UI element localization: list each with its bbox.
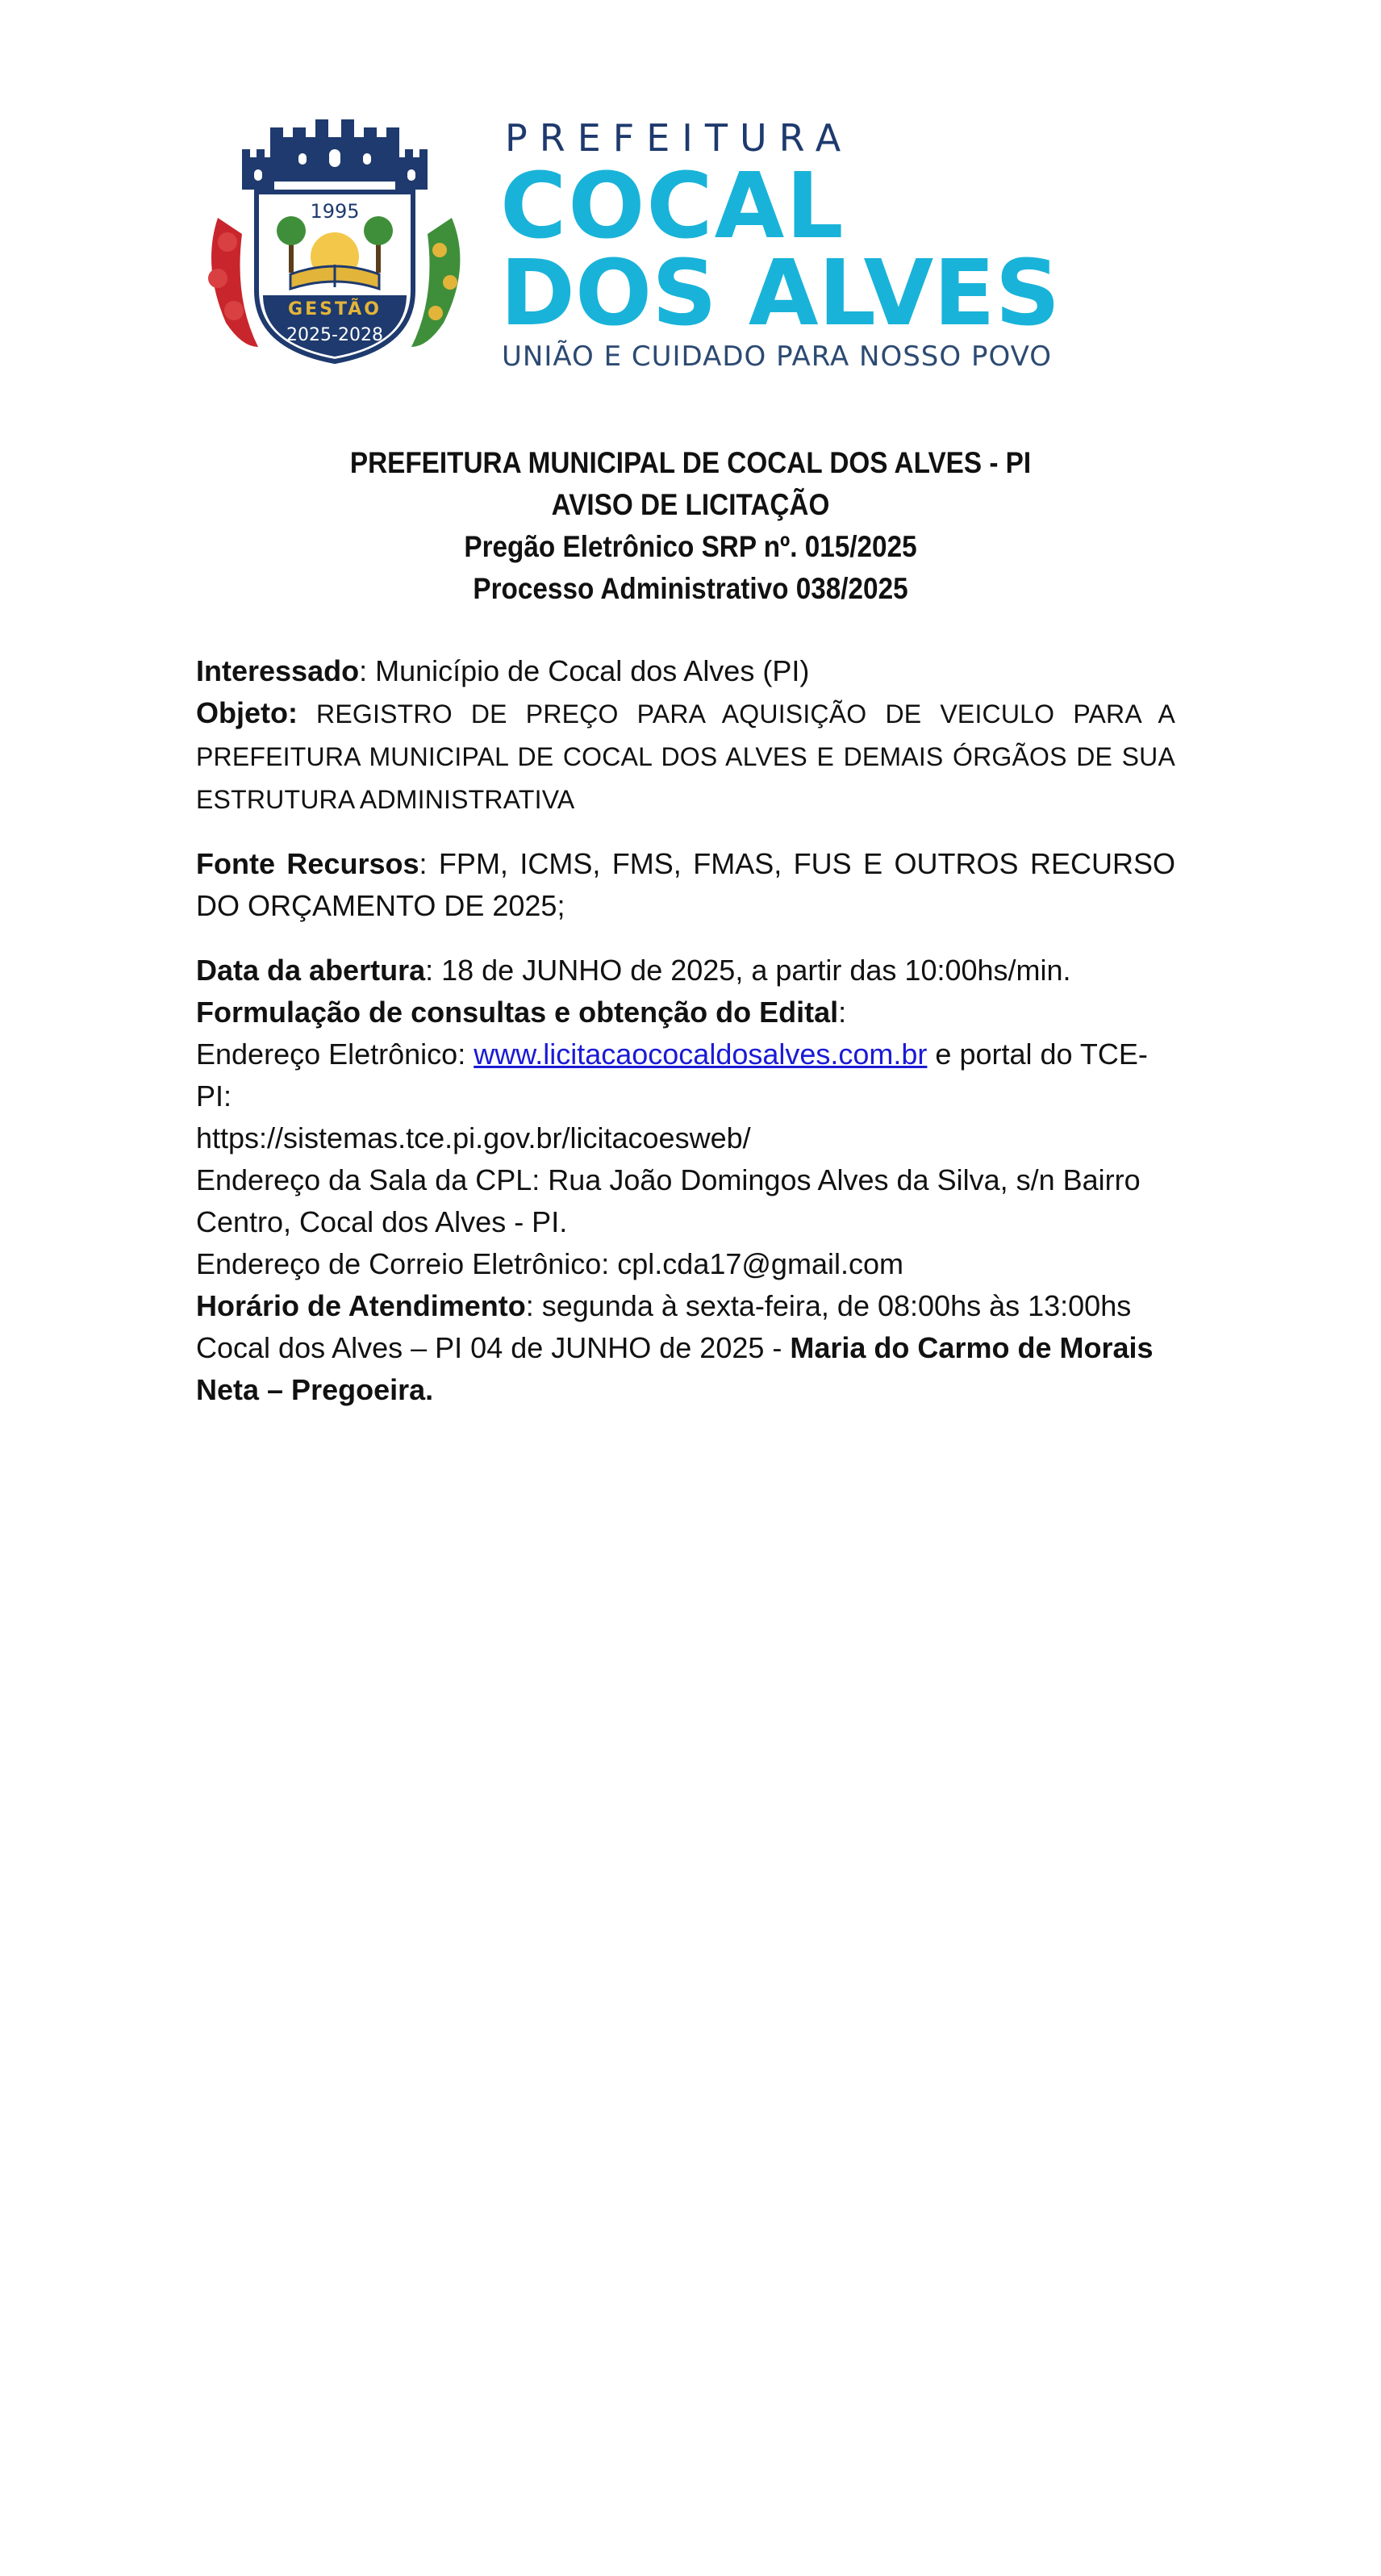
- endereco-eletronico-paragraph: [196, 1033, 1175, 1117]
- objeto-value: REGISTRO DE PREÇO PARA AQUISIÇÃO DE VEICULO PARA A PREFEITURA MUNICIPAL DE COCAL DOS ALVES E DEMAIS ÓRGÃOS DE SUA ESTRUTURA ADMINISTRATIVA: [196, 699, 1175, 814]
- sala-cpl-paragraph: [196, 1159, 1175, 1243]
- data-abertura-paragraph: [196, 950, 1175, 992]
- title-prefeitura: PREFEITURA MUNICIPAL DE COCAL DOS ALVES - PI: [349, 446, 1032, 479]
- endereco-eletronico-suffix: e portal do TCE-PI:: [196, 1037, 1148, 1113]
- horario-label: Horário de Atendimento: [196, 1289, 526, 1322]
- horario-paragraph: [196, 1285, 1175, 1327]
- sala-cpl-address: Endereço da Sala da CPL: Rua João Domingos Alves da Silva, s/n Bairro Centro, Cocal dos Alves - PI.: [196, 1163, 1141, 1238]
- endereco-eletronico-label: Endereço Eletrônico:: [196, 1037, 474, 1071]
- assinatura-paragraph: [196, 1327, 1175, 1411]
- formulacao-label: Formulação de consultas e obtenção do Edital: [196, 996, 839, 1029]
- brand-city-line1: COCAL: [500, 154, 845, 259]
- crest-year: 1995: [310, 200, 360, 223]
- objeto-label: Objeto:: [196, 696, 298, 729]
- brand-city-line2: DOS ALVES: [500, 241, 1061, 346]
- title-pregao: Pregão Eletrônico SRP nº. 015/2025: [464, 530, 917, 563]
- interessado-paragraph: [196, 650, 1175, 692]
- tce-url-paragraph: [196, 1117, 1175, 1159]
- crest-emblem-icon: [194, 105, 476, 379]
- title-aviso: AVISO DE LICITAÇÃO: [551, 488, 830, 521]
- interessado-value: : Município de Cocal dos Alves (PI): [359, 654, 810, 687]
- crest-ribbon: GESTÃO: [288, 299, 382, 319]
- correio-eletronico: Endereço de Correio Eletrônico: cpl.cda17@gmail.com: [196, 1247, 903, 1280]
- brand-prefeitura: PREFEITURA: [505, 116, 853, 160]
- interessado-label: Interessado: [196, 654, 360, 687]
- data-abertura-value: : 18 de JUNHO de 2025, a partir das 10:00hs/min.: [425, 954, 1071, 987]
- assinatura-name: Maria do Carmo de Morais Neta – Pregoeira.: [196, 1331, 1154, 1406]
- crest-term: 2025-2028: [286, 325, 383, 345]
- data-abertura-label: Data da abertura: [196, 954, 426, 987]
- correio-paragraph: [196, 1243, 1175, 1285]
- formulacao-paragraph: [196, 992, 1175, 1033]
- fonte-value: : FPM, ICMS, FMS, FMAS, FUS E OUTROS RECURSO DO ORÇAMENTO DE 2025;: [196, 847, 1175, 922]
- municipal-logo: [194, 105, 1061, 379]
- brand-slogan: UNIÃO E CUIDADO PARA NOSSO POVO: [502, 340, 1053, 373]
- brand-wordmark: [500, 105, 1061, 379]
- title-processo: Processo Administrativo 038/2025: [473, 572, 908, 605]
- fonte-label: Fonte Recursos: [196, 847, 419, 880]
- notice-title: [0, 442, 1381, 610]
- horario-value: : segunda à sexta-feira, de 08:00hs às 13:00hs: [525, 1289, 1132, 1322]
- notice-body: [196, 650, 1175, 1411]
- fonte-paragraph: [196, 843, 1175, 927]
- edital-website-link[interactable]: www.licitacaococaldosalves.com.br: [474, 1037, 928, 1071]
- assinatura-prefix: Cocal dos Alves – PI 04 de JUNHO de 2025 -: [196, 1331, 791, 1364]
- tce-portal-url: https://sistemas.tce.pi.gov.br/licitacoesweb/: [196, 1121, 751, 1154]
- formulacao-colon: :: [838, 996, 847, 1029]
- objeto-paragraph: [196, 692, 1175, 820]
